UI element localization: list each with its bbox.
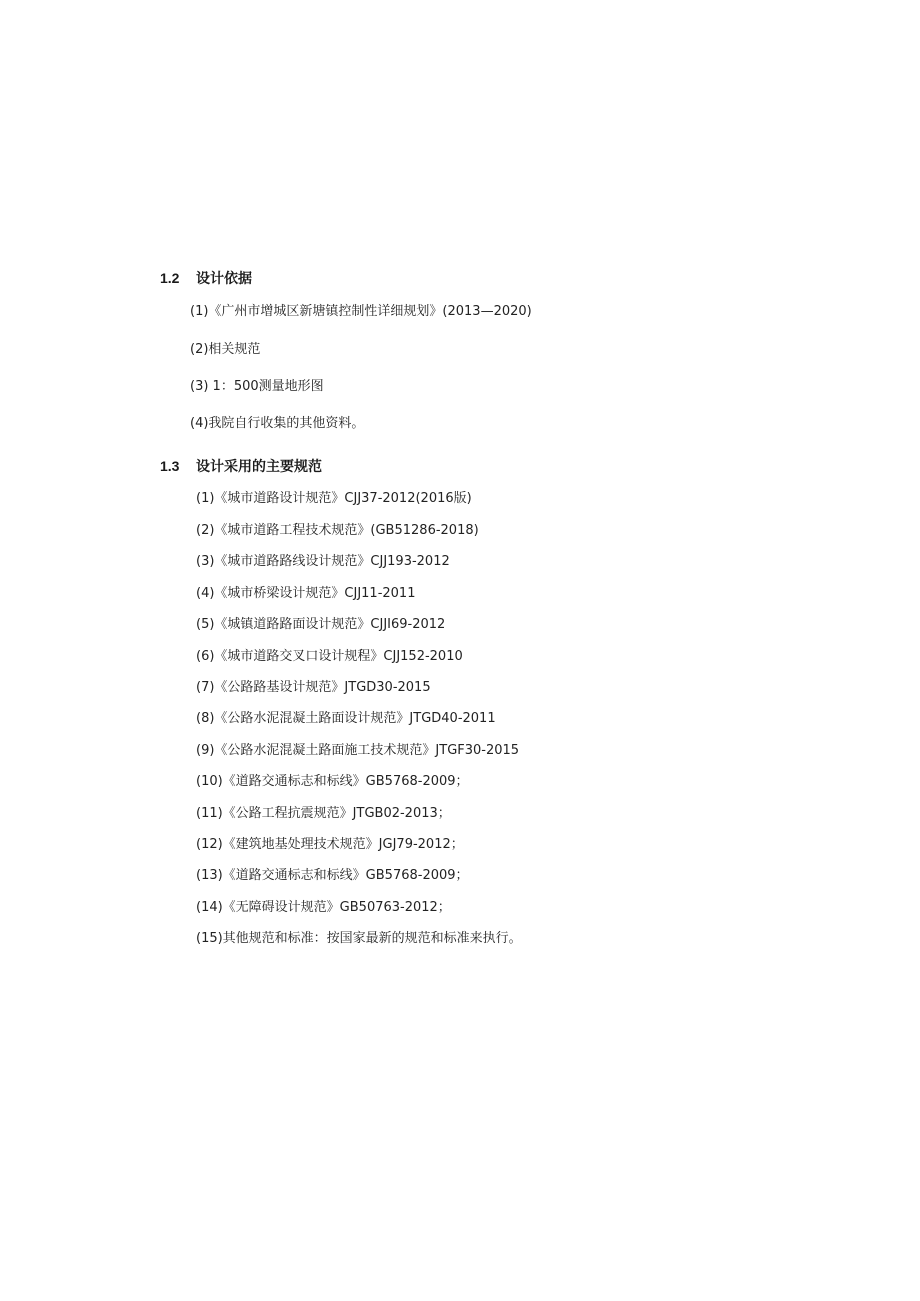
section-heading-1-2 — [160, 268, 252, 289]
list-item: (8)《公路水泥混凝土路面设计规范》JTGD40-2011 — [196, 711, 496, 726]
list-item: (15)其他规范和标准：按国家最新的规范和标准来执行。 — [196, 931, 522, 946]
list-item: (1)《城市道路设计规范》CJJ37-2012(2016版) — [196, 491, 472, 506]
list-item: (4)《城市桥梁设计规范》CJJ11-2011 — [196, 586, 416, 601]
list-item: (1)《广州市增城区新塘镇控制性详细规划》(2013—2020) — [190, 304, 532, 319]
list-item: (3)《城市道路路线设计规范》CJJ193-2012 — [196, 554, 450, 569]
list-item: (9)《公路水泥混凝土路面施工技术规范》JTGF30-2015 — [196, 743, 520, 758]
list-item: (11)《公路工程抗震规范》JTGB02-2013； — [196, 806, 451, 821]
section-number: 1.2 — [160, 270, 180, 286]
list-item: (2)相关规范 — [190, 342, 261, 357]
list-item: (4)我院自行收集的其他资料。 — [190, 416, 365, 431]
section-title: 设计依据 — [196, 271, 252, 287]
list-item: (10)《道路交通标志和标线》GB5768-2009； — [196, 774, 469, 789]
list-item: (3) 1：500测量地形图 — [190, 379, 324, 394]
list-item: (12)《建筑地基处理技术规范》JGJ79-2012； — [196, 837, 464, 852]
list-item: (14)《无障碍设计规范》GB50763-2012； — [196, 900, 451, 915]
list-item: (13)《道路交通标志和标线》GB5768-2009； — [196, 868, 469, 883]
section-title: 设计采用的主要规范 — [196, 459, 322, 475]
list-item: (5)《城镇道路路面设计规范》CJJI69-2012 — [196, 617, 446, 632]
section-number: 1.3 — [160, 458, 180, 474]
list-item: (6)《城市道路交叉口设计规程》CJJ152-2010 — [196, 649, 463, 664]
section-heading-1-3 — [160, 456, 322, 477]
list-item: (2)《城市道路工程技术规范》(GB51286-2018) — [196, 523, 479, 538]
list-item: (7)《公路路基设计规范》JTGD30-2015 — [196, 680, 431, 695]
